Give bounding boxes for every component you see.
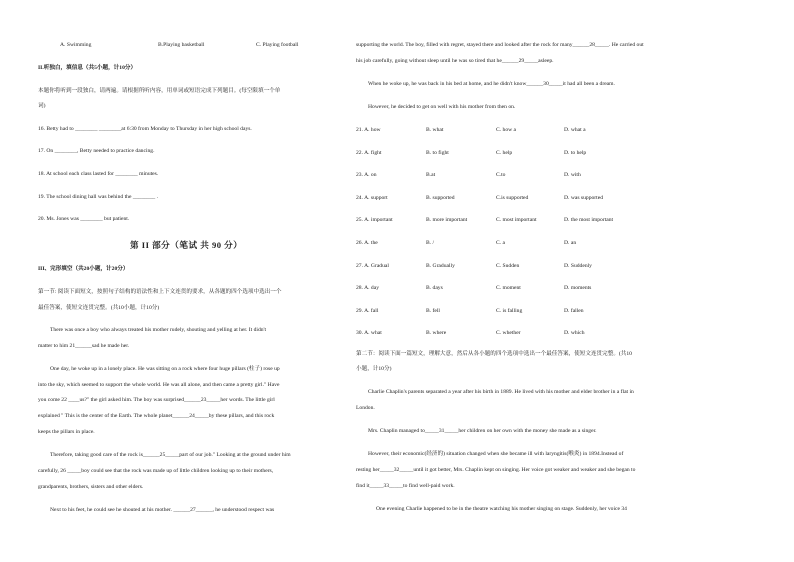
section3-instruction-line1: 第一节: 阅读下面短文，按照句子结构的语法性和上下文连贯的要求，从各题的四个选项中选出一个 [38, 289, 282, 295]
option-choice: 30. A. what [356, 330, 382, 337]
passage-p3-line3: grandparents, brothers, sisters and other elders. [38, 484, 144, 490]
option-choice: B. / [426, 240, 435, 246]
question-19: 19. The school dining hall was behind the ________ . [38, 194, 158, 200]
option-choice: C. help [496, 149, 513, 156]
question-16: 16. Betty had to ________ ________at 6:30 from Monday to Thursday in her high school days. [38, 126, 252, 132]
option-choice: D. to help [564, 149, 587, 156]
chaplin-p4-line1: One evening Charlie happened to be in the theatre watching his mother singing on stage. Suddenly, her voice 34 [376, 506, 627, 512]
passage-p1-line1: There was once a boy who always treated his mother rudely, shouting and yelling at her. It didn't [50, 327, 267, 333]
question-17: 17. On ________, Betty needed to practice dancing. [38, 148, 155, 154]
option-choice: 28. A. day [356, 285, 379, 292]
option-choice: D. moments [564, 285, 592, 292]
passage-p2-line2: into the sky, which seemed to support the whole world. He was all alone, and then came a pretty girl." Have [38, 382, 280, 388]
chaplin-p1-line1: Charlie Chaplin's parents separated a year after his birth in 1889. He lived with his mother and elder brother in a flat in [368, 389, 634, 395]
passage-p3-line1: Therefore, taking good care of the rock is______25_____part of our job." Looking at the ground under him [50, 452, 291, 458]
option-choice: D. fallen [564, 307, 584, 314]
option-choice: C. a [496, 240, 506, 246]
passage-p3-line2: carefully, 26 _____boy could see that the rock was made up of little children looking up to their mothers, [38, 468, 274, 474]
q15-option-c: C. Playing football [256, 42, 299, 48]
chaplin-p3-line3: find it_____33_____to find well-paid work. [356, 483, 455, 489]
passage-p2-line3: you come 22 ____us?" the girl asked him. The boy was surprised______23_____her words. The little girl [38, 397, 275, 403]
right-passage-line4: However, he decided to get on well with his mother from then on. [368, 104, 516, 110]
q15-option-b: B.Playing basketball [158, 42, 205, 48]
passage-p1-line2: matter to him 21______sad he made her. [38, 343, 130, 349]
option-choice: C.is supported [496, 194, 529, 201]
option-choice: 25. A. important [356, 217, 393, 224]
option-choice: D. an [564, 240, 577, 246]
option-choice: D. what a [564, 127, 586, 133]
option-choice: D. Suddenly [564, 262, 592, 269]
right-passage-line3: When he woke up, he was back in his bed at home, and he didn't know______30_____it had all been a dream. [368, 81, 615, 87]
section2-heading: II.听独白，填信息（共5小题，计10分） [38, 65, 137, 71]
option-choice: D. the most important [564, 217, 614, 224]
option-choice: 23. A. on [356, 172, 377, 179]
section3-part2-instruction-line2: 小题，计10分) [356, 366, 392, 372]
option-choice: B. what [426, 127, 444, 133]
option-choice: 24. A. support [356, 194, 388, 201]
passage-p2-line1: One day, he woke up in a lonely place. He was sitting on a rock where four huge pillars (柱子) rose up [50, 366, 280, 372]
section3-instruction-line2: 最佳答案，使短文连贯完整。(共10小题，计10分) [38, 305, 160, 311]
question-20: 20. Ms. Jones was ________ but patient. [38, 216, 130, 222]
chaplin-p1-line2: London. [356, 405, 375, 411]
chaplin-p3-line2: resting her_____32_____until it got better, Mrs. Chaplin kept on singing. Her voice got weaker and weaker and she began to [356, 467, 636, 473]
section3-heading: III、完形填空（共20小题，计20分） [38, 266, 129, 272]
question-18: 18. At school each class lasted for ________ minutes. [38, 171, 159, 177]
option-choice: D. with [564, 172, 581, 179]
option-choice: 26. A. the [356, 240, 378, 246]
option-choice: C. is falling [496, 307, 523, 314]
option-choice: C.to [496, 172, 506, 179]
option-choice: B. to fight [426, 149, 449, 156]
part2-title: 第 II 部分（笔试 共 90 分） [130, 240, 243, 250]
option-choice: 21. A. how [356, 127, 381, 133]
passage-p2-line4: explained " This is the center of the Earth. The whole planet______24_____by these pillars, and this rock [38, 413, 275, 419]
option-choice: B. more important [426, 217, 468, 224]
option-choice: D. was supported [564, 194, 603, 201]
option-choice: C. most important [496, 217, 537, 224]
option-choice: B. where [426, 330, 447, 337]
passage-p2-line5: keeps the pillars in place. [38, 429, 95, 435]
option-choice: B.at [426, 172, 436, 179]
option-choice: C. moment [496, 285, 521, 292]
option-choice: C. how a [496, 127, 517, 133]
option-choice: 27. A. Gradual [356, 262, 389, 269]
option-choice: 29. A. fall [356, 307, 379, 314]
option-choice: D. which [564, 330, 585, 337]
option-choice: B. Gradually [426, 262, 455, 269]
option-choice: C. Sudden [496, 262, 520, 269]
section2-instruction-line1: 本题你将听到一段独白，请两遍。请根据所听内容，用单词或短语完成下列题目。(每空限填一个单 [38, 88, 281, 94]
option-choice: B. supported [426, 194, 455, 201]
chaplin-p2: Mrs. Chaplin managed to_____31_____her children on her own with the money she made as a singer. [368, 428, 597, 434]
option-choice: B. days [426, 285, 443, 292]
option-choice: B. fell [426, 307, 440, 314]
right-passage-line1: supporting the world. The boy, filled with regret, stayed there and looked after the rock for many______28_____. He carried out [356, 42, 644, 48]
option-choice: C. whether [496, 330, 521, 337]
right-passage-line2: his job carefully, going without sleep until he was so tired that he______29_____asleep. [356, 58, 554, 64]
section3-part2-instruction-line1: 第二节：阅读下面一篇短文，理解大意，然后从各小题的四个选项中选出一个最佳答案，使短文连贯完整。(共10 [356, 351, 632, 357]
passage-p4-line1: Next to his feet, he could see he shouted at his mother. ______27______, he understood respect was [50, 507, 275, 513]
chaplin-p3-line1: However, their economic(经济的) situation changed when she became ill with laryngitis(喉炎) in 1894.Instead of [368, 451, 624, 457]
section2-instruction-line2: 词) [38, 103, 46, 109]
q15-option-a: A. Swimming [60, 42, 92, 48]
option-choice: 22. A. fight [356, 149, 382, 156]
